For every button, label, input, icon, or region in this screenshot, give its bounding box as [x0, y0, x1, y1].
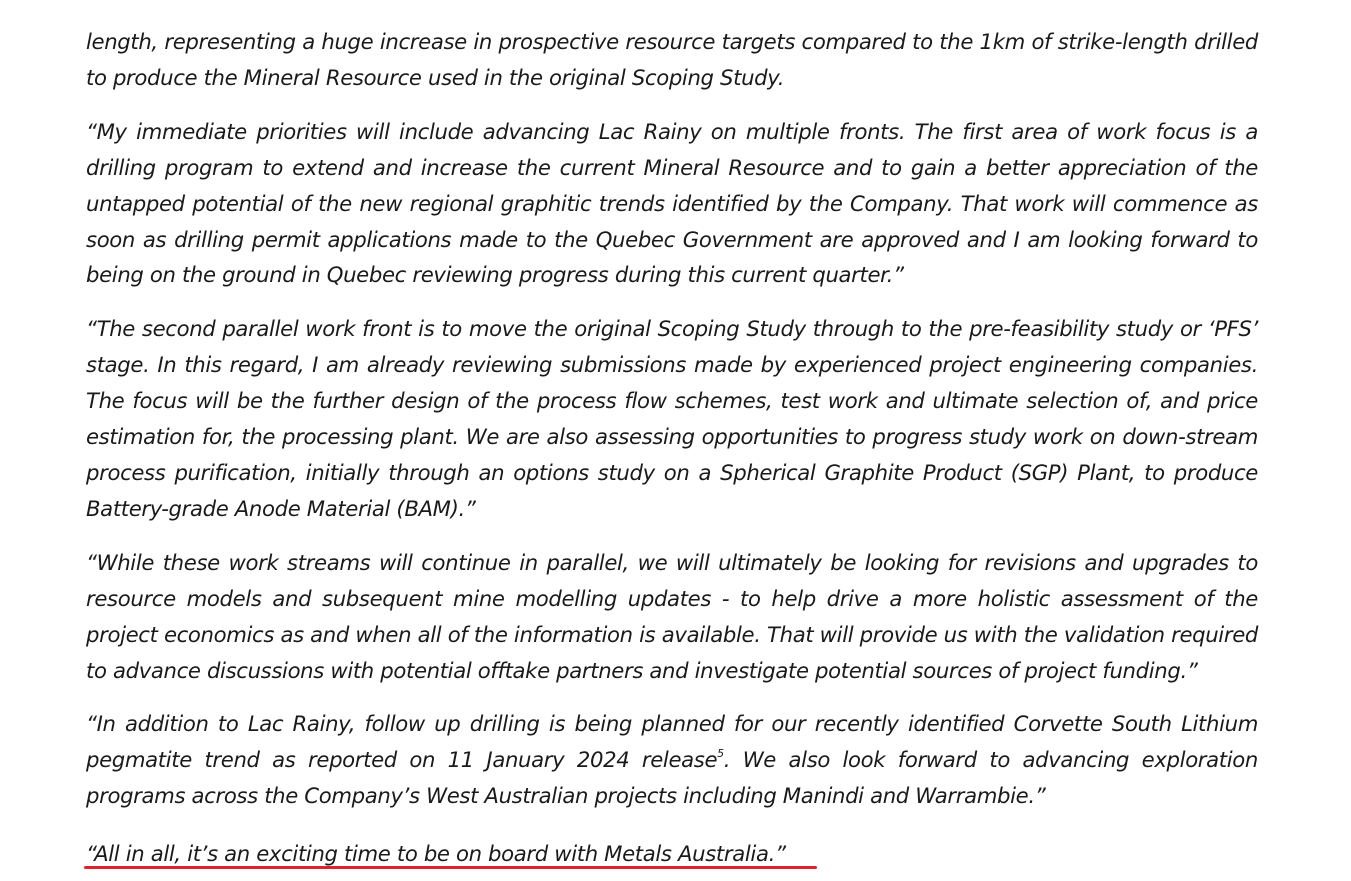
paragraph-lithium-drilling — [86, 706, 1258, 814]
red-underline-annotation — [84, 866, 817, 869]
lithium-text-after: . We also look forward to advancing exploration programs across the Company’s West Australian projects including Manindi and Warrambie.” — [86, 747, 1258, 809]
paragraph-immediate-priorities: “My immediate priorities will include advancing Lac Rainy on multiple fronts. The first area of work focus is a drilling program to extend and increase the current Mineral Resource and to gain a better appreciation of the untapped potential of the new regional graphitic trends identified by the Company. That work will commence as soon as drilling permit applications made to the Quebec Government are approved and I am looking forward to being on the ground in Quebec reviewing progress during this current quarter.” — [86, 118, 1258, 288]
lithium-text-before: “In addition to Lac Rainy, follow up drilling is being planned for our recently identified Corvette South Lithium pegmatite trend as reported on 11 January 2024 release — [86, 711, 1258, 773]
paragraph-strike-length: length, representing a huge increase in prospective resource targets compared to the 1km of strike-length drilled to produce the Mineral Resource used in the original Scoping Study. — [86, 29, 1258, 90]
document-body — [86, 24, 1258, 832]
footnote-reference: 5 — [717, 747, 724, 761]
paragraph-closing-quote: “All in all, it’s an exciting time to be on board with Metals Australia.” — [86, 841, 786, 866]
paragraph-pfs-work-front: “The second parallel work front is to move the original Scoping Study through to the pre-feasibility study or ‘PFS’ stage. In this regard, I am already reviewing submissions made by experienced project engineering companies. The focus will be the further design of the process flow schemes, test work and ultimate selection of, and price estimation for, the processing plant. We are also assessing opportunities to progress study work on down-stream process purification, initially through an options study on a Spherical Graphite Product (SGP) Plant, to produce Battery-grade Anode Material (BAM).” — [86, 316, 1258, 521]
paragraph-work-streams: “While these work streams will continue in parallel, we will ultimately be looking for revisions and upgrades to resource models and subsequent mine modelling updates - to help drive a more holistic assessment of the project economics as and when all of the information is available. That will provide us with the validation required to advance discussions with potential offtake partners and investigate potential sources of project funding.” — [86, 549, 1258, 683]
